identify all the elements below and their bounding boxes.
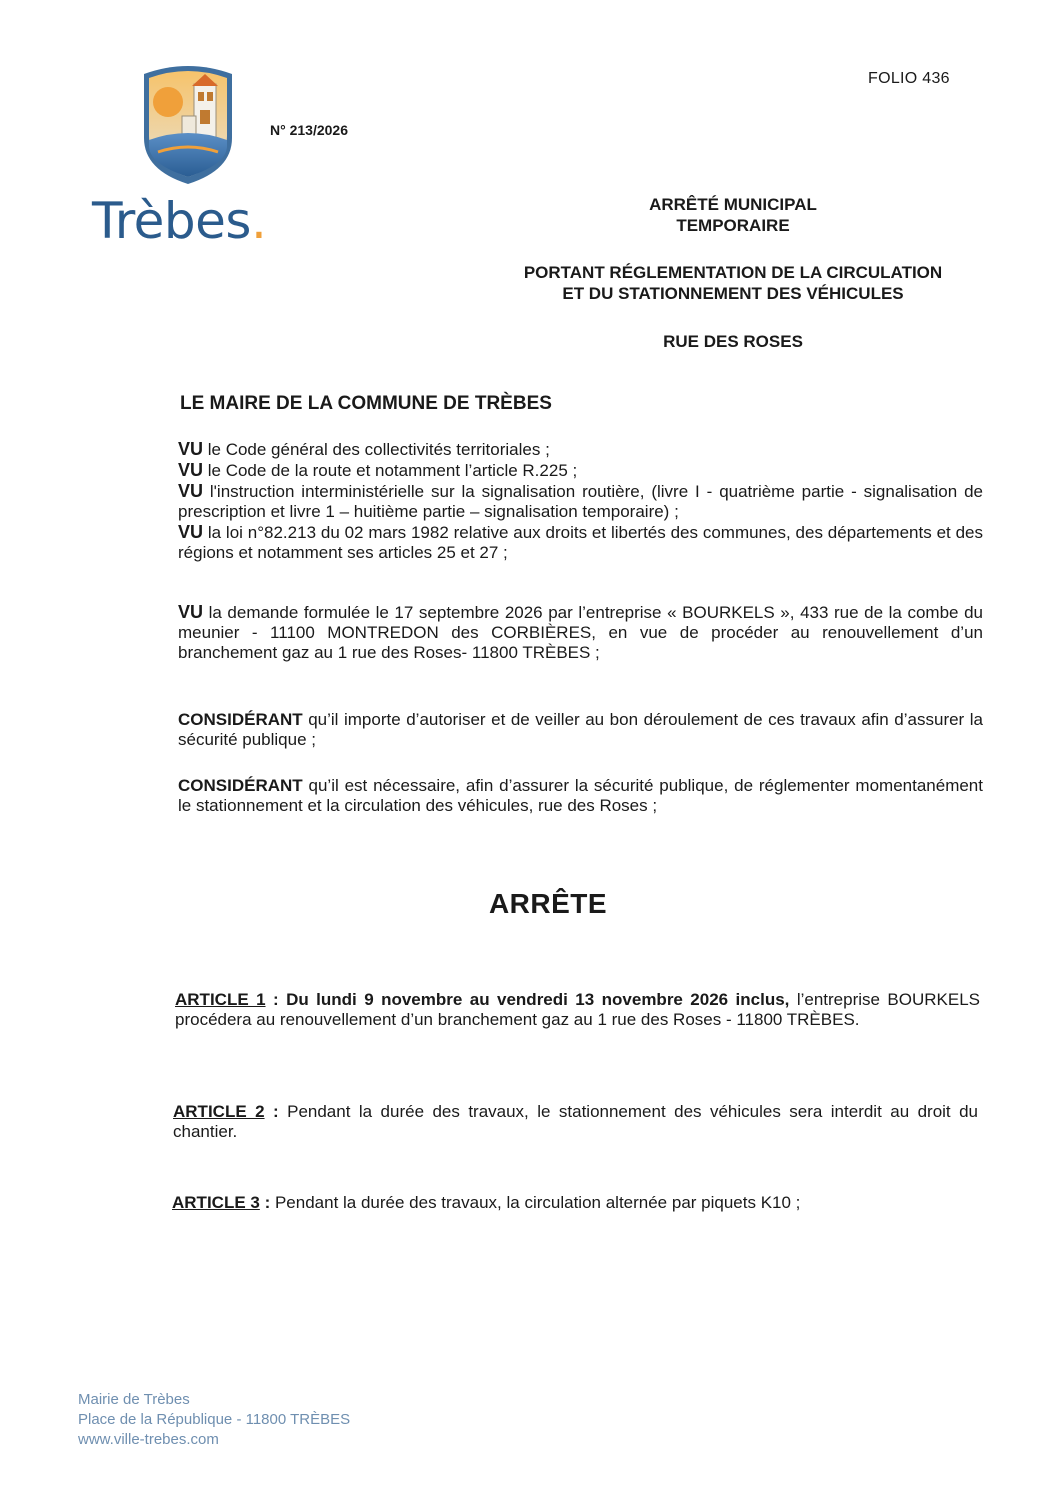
arrete-number: N° 213/2026: [270, 122, 348, 138]
vu-block: [178, 439, 983, 563]
document-subject: [450, 262, 1016, 304]
document-street: [450, 331, 1016, 352]
vu-item: [178, 522, 983, 563]
wordmark-text: Trèbes: [92, 192, 251, 250]
title-line-5: RUE DES ROSES: [663, 332, 803, 351]
trebes-crest-icon: [138, 60, 238, 186]
article-3: [172, 1193, 977, 1213]
article-label: ARTICLE 1: [175, 990, 266, 1009]
article-colon: :: [259, 1193, 275, 1212]
considerant-prefix: CONSIDÉRANT: [178, 776, 303, 795]
vu-demande: [178, 602, 983, 663]
vu-text: le Code général des collectivités territoriales ;: [203, 440, 550, 459]
considerant-prefix: CONSIDÉRANT: [178, 710, 303, 729]
vu-item: [178, 602, 983, 663]
folio-number: FOLIO 436: [868, 70, 950, 87]
article-label: ARTICLE 3: [172, 1193, 260, 1212]
maire-heading: LE MAIRE DE LA COMMUNE DE TRÈBES: [180, 393, 552, 414]
article-text: l’entreprise BOURKELS procédera au renouvellement d’un branchement gaz au 1 rue des Roses - 11800 TRÈBES.: [175, 990, 980, 1029]
vu-text: la demande formulée le 17 septembre 2026 par l’entreprise « BOURKELS », 433 rue de la combe du meunier - 11100 MONTREDON des CORBIÈRES, en vue de procéder au renouvellement d’un branchement gaz au 1 rue des Roses- 11800 TRÈBES ;: [178, 603, 983, 662]
article-2: [173, 1102, 978, 1142]
vu-prefix: VU: [178, 522, 204, 542]
trebes-wordmark: [92, 192, 267, 250]
vu-text: le Code de la route et notamment l’article R.225 ;: [203, 461, 578, 480]
title-line-3: PORTANT RÉGLEMENTATION DE LA CIRCULATION: [523, 263, 943, 282]
footer-address: [78, 1390, 350, 1450]
vu-item: [178, 460, 983, 481]
considerant-text: qu’il est nécessaire, afin d’assurer la sécurité publique, de réglementer momentanément le stationnement et la circulation des véhicules, rue des Roses ;: [178, 776, 983, 815]
considerant-1: [178, 710, 983, 750]
article-label: ARTICLE 2: [173, 1102, 265, 1121]
wordmark-dot: .: [250, 192, 267, 250]
vu-prefix: VU: [178, 481, 204, 501]
footer-line-1: Mairie de Trèbes: [78, 1391, 190, 1408]
vu-text: l'instruction interministérielle sur la signalisation routière, (livre I - quatrième partie - signalisation de prescription et livre 1 – huitième partie – signalisation temporaire) ;: [178, 482, 983, 521]
article-1: [175, 990, 980, 1030]
vu-text: la loi n°82.213 du 02 mars 1982 relative aux droits et libertés des communes, des départements et des régions et notamment ses articles 25 et 27 ;: [178, 523, 983, 562]
vu-prefix: VU: [178, 602, 204, 622]
vu-item: [178, 481, 983, 522]
title-line-2: TEMPORAIRE: [676, 216, 790, 235]
article-colon: :: [264, 1102, 288, 1121]
arrete-heading: ARRÊTE: [488, 888, 608, 919]
considerant-text: qu’il importe d’autoriser et de veiller au bon déroulement de ces travaux afin d’assurer la sécurité publique ;: [178, 710, 983, 749]
title-line-4: ET DU STATIONNEMENT DES VÉHICULES: [562, 284, 904, 303]
document-title: [450, 194, 1016, 236]
article-dates: Du lundi 9 novembre au vendredi 13 novembre 2026 inclus,: [286, 990, 790, 1009]
vu-prefix: VU: [178, 460, 204, 480]
article-text: Pendant la durée des travaux, le stationnement des véhicules sera interdit au droit du chantier.: [173, 1102, 979, 1141]
vu-item: [178, 439, 983, 460]
footer-website-link[interactable]: www.ville-trebes.com: [78, 1431, 219, 1448]
vu-prefix: VU: [178, 439, 204, 459]
considerant-2: [178, 776, 983, 816]
article-colon: :: [265, 990, 287, 1009]
footer-line-2: Place de la République - 11800 TRÈBES: [78, 1411, 351, 1428]
article-text: Pendant la durée des travaux, la circulation alternée par piquets K10 ;: [274, 1193, 801, 1212]
title-line-1: ARRÊTÉ MUNICIPAL: [649, 195, 817, 214]
